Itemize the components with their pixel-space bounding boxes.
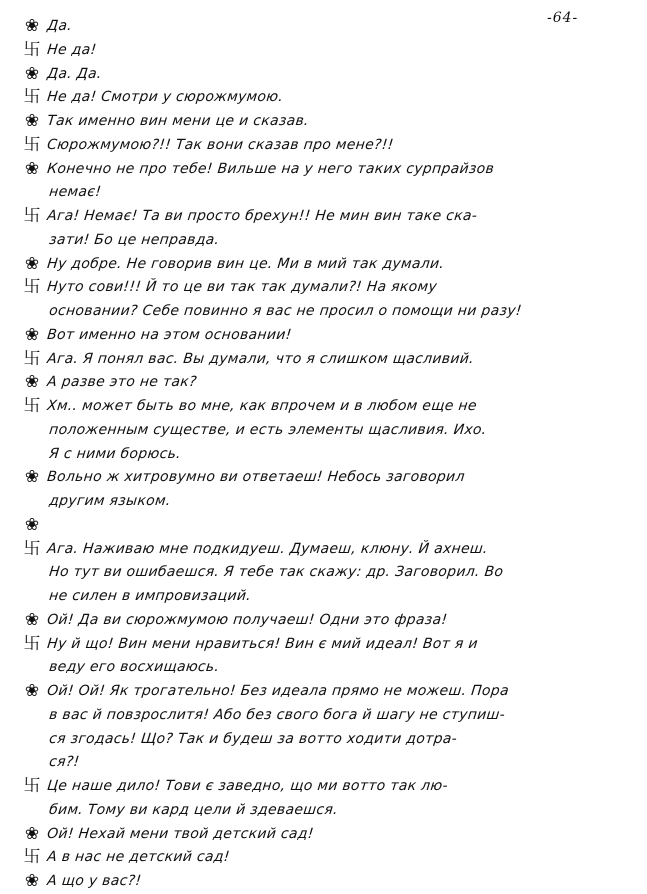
dialogue-line xyxy=(12,348,617,372)
line-text: Конечно не про тебе! Вильше на у него таких сурпрайзов xyxy=(46,160,495,177)
line-text: Ну й що! Вин мени нравиться! Вин є мий идеал! Вот я и xyxy=(46,635,479,652)
dialogue-line xyxy=(12,799,617,823)
dialogue-line xyxy=(12,395,617,419)
dialogue-line xyxy=(12,134,617,158)
dialogue-line xyxy=(12,585,617,609)
line-text: Ага. Я понял вас. Вы думали, что я слишком щасливий. xyxy=(46,350,475,367)
line-text: Хм.. может быть во мне, как впрочем и в любом еще не xyxy=(46,398,478,414)
flower-marker-icon: ❀ xyxy=(24,372,40,393)
page-number: -64- xyxy=(547,10,579,26)
hooked-cross-marker-icon: 卐 xyxy=(23,134,41,155)
line-text: Да. Да. xyxy=(46,65,103,82)
dialogue-lines xyxy=(12,15,617,894)
dialogue-line xyxy=(12,181,617,205)
line-text: Вот именно на этом основании! xyxy=(46,326,293,343)
flower-marker-icon: ❀ xyxy=(24,514,40,535)
line-text: положенным существе, и есть элементы щасливия. Ихо. xyxy=(48,421,488,438)
line-text: Так именно вин мени це и сказав. xyxy=(46,113,310,129)
line-text: Не да! xyxy=(46,41,98,58)
dialogue-line xyxy=(12,63,617,87)
hooked-cross-marker-icon: 卐 xyxy=(23,206,41,226)
flower-marker-icon: ❀ xyxy=(24,871,40,891)
dialogue-line xyxy=(12,253,617,277)
line-text: А разве это не так? xyxy=(46,374,198,391)
dialogue-line xyxy=(12,276,617,300)
line-text: Ой! Да ви сюрожмумою получаеш! Одни это фраза! xyxy=(46,611,449,628)
line-text: Ну добре. Не говорив вин це. Ми в мий так думали. xyxy=(46,255,446,272)
dialogue-line xyxy=(12,466,617,490)
line-text: Це наше дило! Тови є заведно, що ми вотто так лю- xyxy=(46,778,449,794)
flower-marker-icon: ❀ xyxy=(24,158,40,179)
line-text: ся згодась! Що? Так и будеш за вотто ходити дотра- xyxy=(48,730,458,747)
flower-marker-icon: ❀ xyxy=(24,253,40,274)
line-text: Ой! Нехай мени твой детский сад! xyxy=(46,825,315,842)
line-text: немає! xyxy=(48,184,103,201)
line-text: Нуто сови!!! Й то це ви так так думали?! На якому xyxy=(46,279,438,296)
line-text: в вас й повзрослитя! Або без свого бога й шагу не ступиш- xyxy=(48,706,506,723)
dialogue-line xyxy=(12,443,617,467)
line-text: не силен в импровизаций. xyxy=(48,588,252,604)
hooked-cross-marker-icon: 卐 xyxy=(23,538,41,559)
hooked-cross-marker-icon: 卐 xyxy=(23,776,41,796)
hooked-cross-marker-icon: 卐 xyxy=(23,277,41,298)
flower-marker-icon: ❀ xyxy=(24,324,40,345)
line-text: ся?! xyxy=(48,754,81,771)
dialogue-line xyxy=(12,656,617,680)
flower-marker-icon: ❀ xyxy=(24,111,40,131)
dialogue-line xyxy=(12,110,617,134)
dialogue-line xyxy=(12,419,617,443)
line-text: веду его восхищаюсь. xyxy=(48,659,221,676)
line-text: зати! Бо це неправда. xyxy=(48,231,221,248)
dialogue-line xyxy=(12,229,617,253)
dialogue-line xyxy=(12,633,617,657)
line-text: Я с ними борюсь. xyxy=(48,445,182,462)
line-text: Но тут ви ошибаешся. Я тебе так скажу: др. Заговорил. Во xyxy=(48,564,505,581)
flower-marker-icon: ❀ xyxy=(24,609,40,630)
line-text: Ага! Немає! Та ви просто брехун!! Не мин вин таке ска- xyxy=(46,208,479,224)
dialogue-line xyxy=(12,728,617,752)
hooked-cross-marker-icon: 卐 xyxy=(23,633,41,654)
dialogue-line xyxy=(12,514,617,538)
dialogue-line xyxy=(12,86,617,110)
hooked-cross-marker-icon: 卐 xyxy=(23,396,41,416)
line-text: Да. xyxy=(46,18,73,34)
dialogue-line xyxy=(12,870,617,894)
hooked-cross-marker-icon: 卐 xyxy=(23,87,41,108)
dialogue-line xyxy=(12,775,617,799)
dialogue-line xyxy=(12,609,617,633)
hooked-cross-marker-icon: 卐 xyxy=(23,847,41,868)
line-text: Не да! Смотри у сюрожмумою. xyxy=(46,89,284,106)
line-text: другим языком. xyxy=(48,493,172,509)
dialogue-line xyxy=(12,371,617,395)
flower-marker-icon: ❀ xyxy=(24,823,40,844)
dialogue-line xyxy=(12,300,617,324)
hooked-cross-marker-icon: 卐 xyxy=(23,39,41,60)
flower-marker-icon: ❀ xyxy=(24,16,40,36)
hooked-cross-marker-icon: 卐 xyxy=(23,348,41,369)
dialogue-line xyxy=(12,561,617,585)
dialogue-line xyxy=(12,680,617,704)
flower-marker-icon: ❀ xyxy=(24,63,40,84)
dialogue-line xyxy=(12,15,617,39)
flower-marker-icon: ❀ xyxy=(24,467,40,488)
line-text: Вольно ж хитровумно ви ответаеш! Небось заговорил xyxy=(46,469,466,486)
line-text: основании? Себе повинно я вас не просил о помощи ни разу! xyxy=(48,303,523,319)
dialogue-line xyxy=(12,490,617,514)
dialogue-line xyxy=(12,39,617,63)
line-text: Ага. Наживаю мне подкидуеш. Думаеш, клюну. Й ахнеш. xyxy=(46,540,489,557)
dialogue-line xyxy=(12,823,617,847)
dialogue-line xyxy=(12,158,617,182)
line-text: Сюрожмумою?!! Так вони сказав про мене?!! xyxy=(46,136,395,153)
dialogue-line xyxy=(12,751,617,775)
line-text: Ой! Ой! Як трогательно! Без идеала прямо не можеш. Пора xyxy=(46,683,510,699)
dialogue-line xyxy=(12,324,617,348)
dialogue-line xyxy=(12,846,617,870)
line-text: бим. Тому ви кард цели й здеваешся. xyxy=(48,801,339,818)
flower-marker-icon: ❀ xyxy=(24,681,40,701)
dialogue-line xyxy=(12,205,617,229)
dialogue-line xyxy=(12,538,617,562)
line-text: А що у вас?! xyxy=(46,873,143,889)
dialogue-line xyxy=(12,704,617,728)
line-text: А в нас не детский сад! xyxy=(46,849,231,866)
